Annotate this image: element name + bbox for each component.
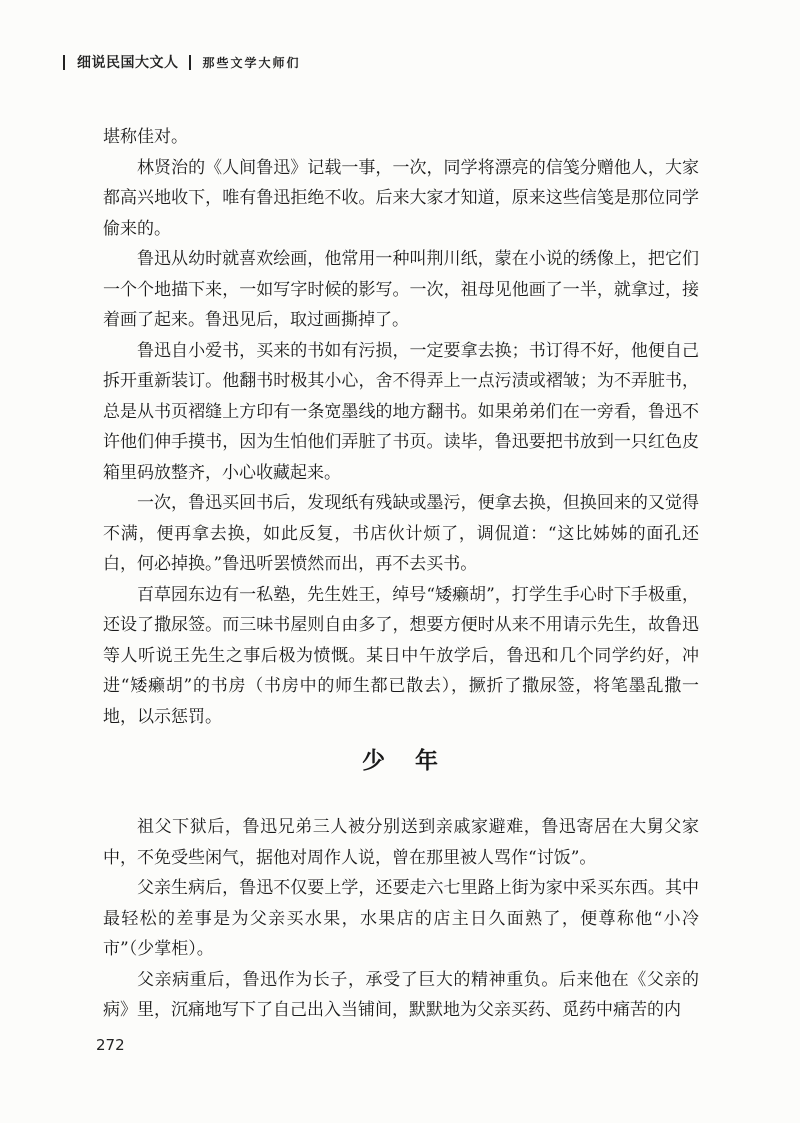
paragraph: 父亲生病后，鲁迅不仅要上学，还要走六七里路上街为家中采买东西。其中最轻松的差事是为父亲买水果，水果店的店主日久面熟了，便尊称他“小冷市”（少掌柜）。	[103, 878, 699, 959]
paragraph: 父亲病重后，鲁迅作为长子，承受了巨大的精神重负。后来他在《父亲的病》里，沉痛地写下了自己出入当铺间，默默地为父亲买药、觅药中痛苦的内	[103, 969, 699, 1020]
paragraph: 堪称佳对。	[103, 127, 188, 147]
paragraph: 百草园东边有一私塾，先生姓王，绰号“矮癞胡”，打学生手心时下手极重，还设了撒尿签。而三味书屋则自由多了，想要方便时从来不用请示先生，故鲁迅等人听说王先生之事后极为愤慨。某日中午放学后，鲁迅和几个同学约好，冲进“矮癞胡”的书房（书房中的师生都已散去），撅折了撒尿签，将笔墨乱撒一地，以示惩罚。	[103, 584, 699, 727]
body-text-top	[103, 122, 699, 732]
page-number: 272	[96, 1036, 125, 1054]
book-subtitle: 那些文学大师们	[202, 55, 301, 70]
book-title: 细说民国大文人	[77, 55, 179, 71]
running-header	[63, 52, 301, 72]
body-text-section	[103, 812, 699, 1026]
paragraph: 林贤治的《人间鲁迅》记载一事，一次，同学将漂亮的信笺分赠他人，大家都高兴地收下，唯有鲁迅拒绝不收。后来大家才知道，原来这些信笺是那位同学偷来的。	[103, 157, 699, 239]
paragraph: 祖父下狱后，鲁迅兄弟三人被分别送到亲戚家避难，鲁迅寄居在大舅父家中，不免受些闲气，据他对周作人说，曾在那里被人骂作“讨饭”。	[103, 817, 699, 868]
header-divider-mid	[189, 55, 191, 70]
section-title: 少年	[362, 748, 468, 774]
paragraph: 鲁迅自小爱书，买来的书如有污损，一定要拿去换；书订得不好，他便自己拆开重新装订。他翻书时极其小心，舍不得弄上一点污渍或褶皱；为不弄脏书，总是从书页褶缝上方印有一条宽墨线的地方翻书。如果弟弟们在一旁看，鲁迅不许他们伸手摸书，因为生怕他们弄脏了书页。读毕，鲁迅要把书放到一只红色皮箱里码放整齐，小心收藏起来。	[103, 340, 699, 483]
paragraph: 一次，鲁迅买回书后，发现纸有残缺或墨污，便拿去换，但换回来的又觉得不满，便再拿去换，如此反复，书店伙计烦了，调侃道：“这比姊姊的面孔还白，何必掉换。”鲁迅听罢愤然而出，再不去买书。	[103, 493, 699, 574]
paragraph: 鲁迅从幼时就喜欢绘画，他常用一种叫荆川纸，蒙在小说的绣像上，把它们一个个地描下来，一如写字时候的影写。一次，祖母见他画了一半，就拿过，接着画了起来。鲁迅见后，取过画撕掉了。	[103, 249, 699, 330]
header-divider-left	[63, 55, 65, 70]
